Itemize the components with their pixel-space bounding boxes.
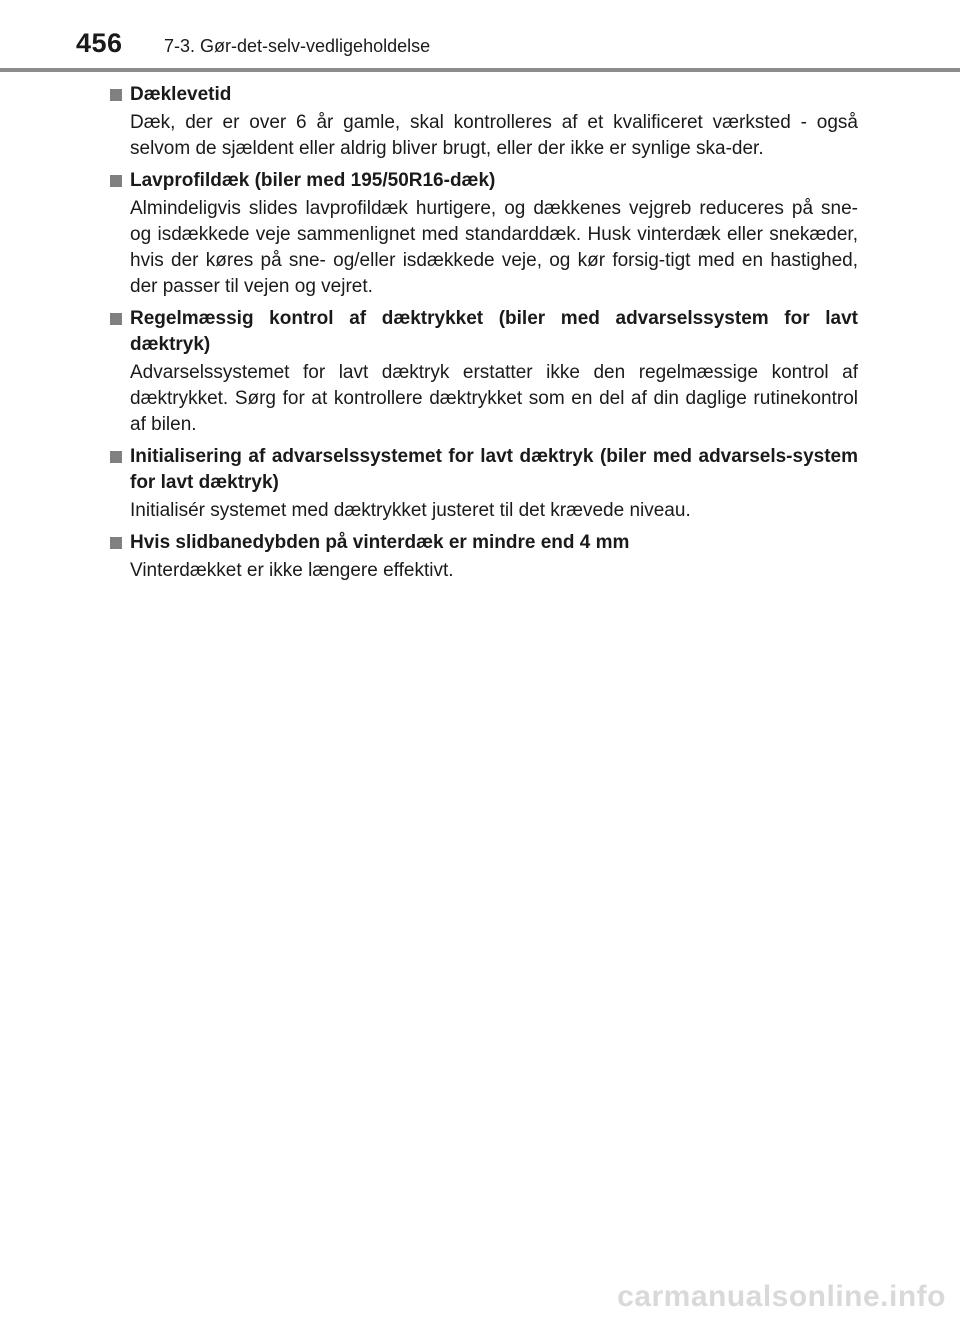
square-bullet-icon — [110, 175, 122, 187]
page-number: 456 — [76, 28, 123, 58]
list-item — [108, 82, 858, 162]
square-bullet-icon — [110, 537, 122, 549]
item-heading — [108, 444, 858, 496]
item-body: Advarselssystemet for lavt dæktryk erstatter ikke den regelmæssige kontrol af dæktrykket. Sørg for at kontrollere dæktrykket som en del af din daglige rutinekontrol af bilen. — [130, 362, 858, 435]
square-bullet-icon — [110, 313, 122, 325]
item-body: Vinterdækket er ikke længere effektivt. — [130, 560, 454, 581]
section-title: 7-3. Gør-det-selv-vedligeholdelse — [164, 36, 431, 56]
item-heading-text: Hvis slidbanedybden på vinterdæk er mindre end 4 mm — [130, 532, 630, 553]
page-header — [0, 0, 960, 75]
item-body: Almindeligvis slides lavprofildæk hurtigere, og dækkenes vejgreb reduceres på sne- og isdækkede veje sammenlignet med standarddæk. Husk vinterdæk eller snekæder, hvis der køres på sne- og/eller isdækkede veje, og kør forsig-tigt med en hastighed, der passer til vejen og vejret. — [130, 198, 858, 297]
item-heading-text: Lavprofildæk (biler med 195/50R16-dæk) — [130, 170, 496, 191]
list-item — [108, 168, 858, 300]
item-heading — [108, 306, 858, 358]
item-heading — [108, 530, 858, 556]
item-heading-text: Dæklevetid — [130, 84, 232, 105]
main-content — [108, 82, 858, 590]
square-bullet-icon — [110, 89, 122, 101]
item-heading — [108, 168, 858, 194]
item-body: Initialisér systemet med dæktrykket justeret til det krævede niveau. — [130, 500, 691, 521]
list-item — [108, 530, 858, 584]
watermark: carmanualsonline.info — [617, 1280, 946, 1313]
header-divider — [0, 68, 960, 72]
list-item — [108, 444, 858, 524]
item-heading — [108, 82, 858, 108]
item-body: Dæk, der er over 6 år gamle, skal kontrolleres af et kvalificeret værksted - også selvom de sjældent eller aldrig bliver brugt, eller der ikke er synlige ska-der. — [130, 112, 858, 159]
square-bullet-icon — [110, 451, 122, 463]
list-item — [108, 306, 858, 438]
item-heading-text: Initialisering af advarselssystemet for lavt dæktryk (biler med advarsels-system for lavt dæktryk) — [130, 446, 858, 493]
item-heading-text: Regelmæssig kontrol af dæktrykket (biler med advarselssystem for lavt dæktryk) — [130, 308, 858, 355]
